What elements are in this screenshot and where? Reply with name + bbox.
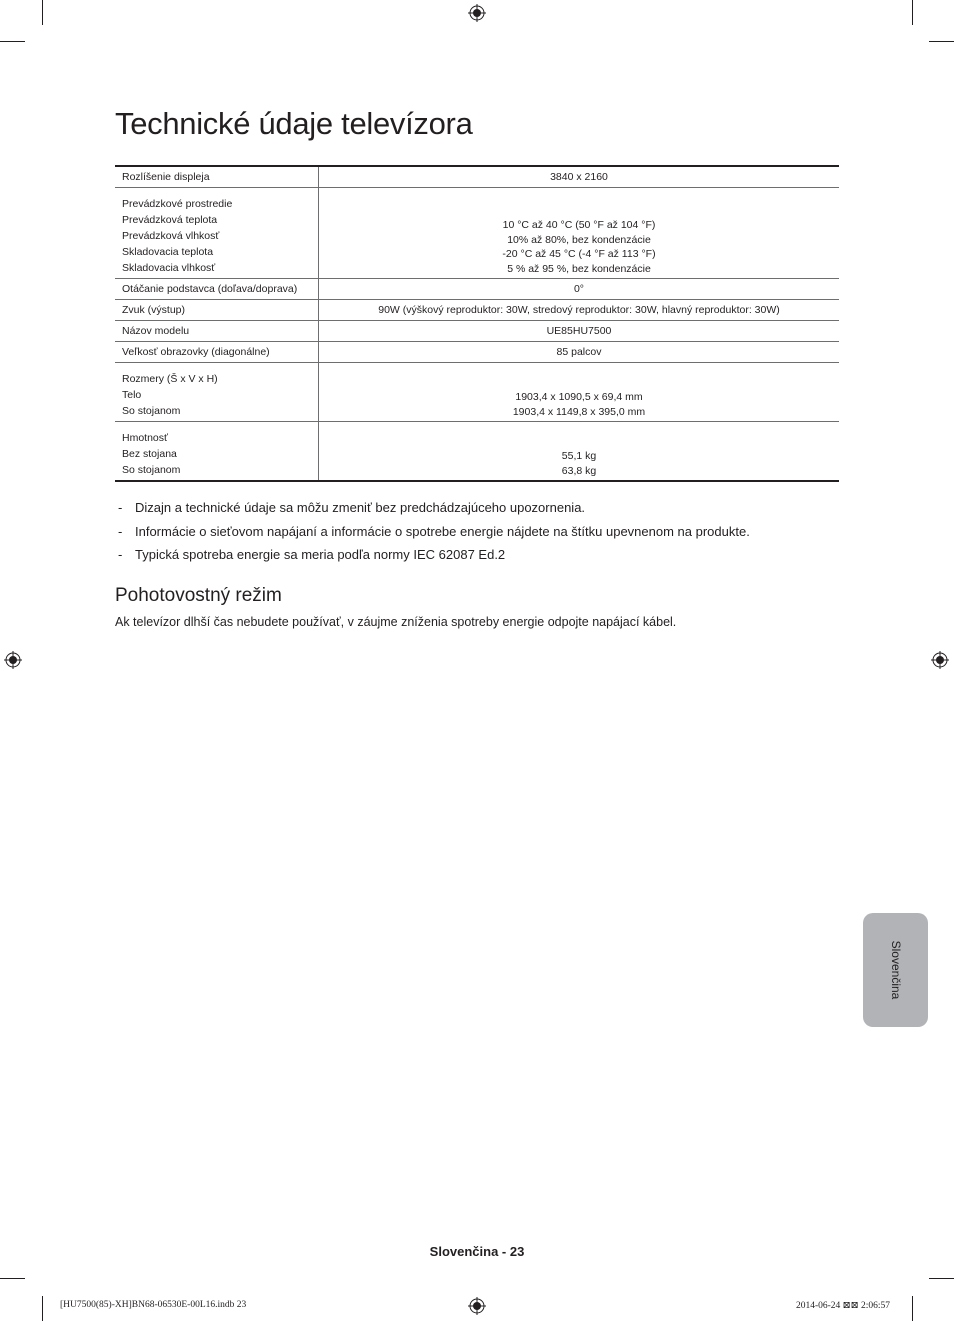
spec-label-line: Rozmery (Š x V x H) xyxy=(122,373,218,385)
section-text: Ak televízor dlhší čas nebudete používať, v záujme zníženia spotreby energie odpojte napájací kábel. xyxy=(115,615,677,629)
registration-mark-icon xyxy=(931,651,949,669)
spec-label xyxy=(115,321,319,342)
spec-label xyxy=(115,342,319,363)
crop-mark xyxy=(42,0,43,25)
table-row xyxy=(115,422,839,482)
footer-file-info: [HU7500(85)-XH]BN68-06530E-00L16.indb 23 xyxy=(60,1300,247,1310)
spec-label xyxy=(115,422,319,482)
spec-value-line: 55,1 kg xyxy=(561,450,597,462)
crop-mark xyxy=(912,1296,913,1321)
table-row xyxy=(115,279,839,300)
spec-value-line: 90W (výškový reproduktor: 30W, stredový reproduktor: 30W, hlavný reproduktor: 30W) xyxy=(378,304,780,316)
section-heading: Pohotovostný režim xyxy=(115,585,282,606)
spec-value-line: 5 % až 95 %, bez kondenzácie xyxy=(507,262,651,275)
spec-label-line: Hmotnosť xyxy=(122,432,168,444)
bullet-dash: - xyxy=(118,500,123,515)
spec-label-line: Zvuk (výstup) xyxy=(122,304,186,316)
spec-label-line: Bez stojana xyxy=(122,448,177,460)
registration-mark-icon xyxy=(468,1297,486,1315)
spec-label-line: Názov modelu xyxy=(122,325,190,337)
list-item xyxy=(115,547,750,571)
list-item xyxy=(115,524,750,548)
spec-value-line: 10 °C až 40 °C (50 °F až 104 °F) xyxy=(502,219,656,231)
table-row xyxy=(115,166,839,188)
spec-value-line: 10% až 80%, bez kondenzácie xyxy=(507,233,651,246)
bullet-dash: - xyxy=(118,547,123,562)
note-text: Dizajn a technické údaje sa môžu zmeniť bez predchádzajúceho upozornenia. xyxy=(135,500,586,515)
spec-label xyxy=(115,166,319,188)
spec-label-line: Skladovacia teplota xyxy=(122,246,214,258)
crop-mark xyxy=(42,1296,43,1321)
spec-value xyxy=(319,188,840,279)
spec-value-line: 1903,4 x 1090,5 x 69,4 mm xyxy=(515,391,643,403)
bullet-dash: - xyxy=(118,523,123,539)
note-text: Typická spotreba energie sa meria podľa normy IEC 62087 Ed.2 xyxy=(135,547,506,562)
spec-label-line: So stojanom xyxy=(122,405,181,417)
language-tab xyxy=(863,913,928,1027)
spec-label-line: Rozlíšenie displeja xyxy=(122,171,210,183)
spec-label-line: Otáčanie podstavca (doľava/doprava) xyxy=(122,283,298,295)
spec-value-line: 0° xyxy=(573,283,585,295)
registration-mark-icon xyxy=(468,4,486,22)
spec-label-line: Skladovacia vlhkosť xyxy=(122,262,216,274)
page-number: Slovenčina - 23 xyxy=(429,1244,525,1259)
spec-value xyxy=(319,363,840,422)
registration-mark-icon xyxy=(4,651,22,669)
crop-mark xyxy=(929,1278,954,1279)
crop-mark xyxy=(0,1278,25,1279)
spec-label xyxy=(115,279,319,300)
spec-value xyxy=(319,279,840,300)
spec-label xyxy=(115,188,319,279)
notes-list xyxy=(115,500,750,571)
spec-value-line: 85 palcov xyxy=(556,346,602,358)
spec-value-line: 3840 x 2160 xyxy=(550,171,608,183)
spec-table xyxy=(115,165,839,482)
spec-label-line: Telo xyxy=(122,389,142,401)
spec-label-line: Prevádzková teplota xyxy=(122,214,218,226)
crop-mark xyxy=(929,41,954,42)
spec-value xyxy=(319,422,840,482)
spec-value-line: 63,8 kg xyxy=(561,464,597,477)
list-item xyxy=(115,500,750,524)
spec-label-line: Veľkosť obrazovky (diagonálne) xyxy=(122,346,270,358)
crop-mark xyxy=(0,41,25,42)
spec-value xyxy=(319,166,840,188)
crop-mark xyxy=(912,0,913,25)
footer-timestamp: 2014-06-24 ⊠⊠ 2:06:57 xyxy=(795,1301,890,1311)
spec-value xyxy=(319,321,840,342)
spec-label xyxy=(115,300,319,321)
table-row xyxy=(115,342,839,363)
language-tab-label: Slovenčina xyxy=(888,940,903,1000)
table-row xyxy=(115,321,839,342)
table-row xyxy=(115,300,839,321)
spec-label-line: Prevádzkové prostredie xyxy=(122,198,233,210)
spec-label-line: Prevádzková vlhkosť xyxy=(122,230,220,242)
spec-value xyxy=(319,300,840,321)
spec-value-line: 1903,4 x 1149,8 x 395,0 mm xyxy=(512,405,646,418)
spec-value xyxy=(319,342,840,363)
spec-label-line: So stojanom xyxy=(122,464,181,476)
spec-value-line: -20 °C až 45 °C (-4 °F až 113 °F) xyxy=(502,248,656,260)
spec-value-line: UE85HU7500 xyxy=(546,325,612,337)
page-title: Technické údaje televízora xyxy=(115,106,473,141)
table-row xyxy=(115,188,839,279)
table-row xyxy=(115,363,839,422)
note-text: Informácie o sieťovom napájaní a informácie o spotrebe energie nájdete na štítku upevnenom na produkte. xyxy=(135,523,750,539)
spec-label xyxy=(115,363,319,422)
